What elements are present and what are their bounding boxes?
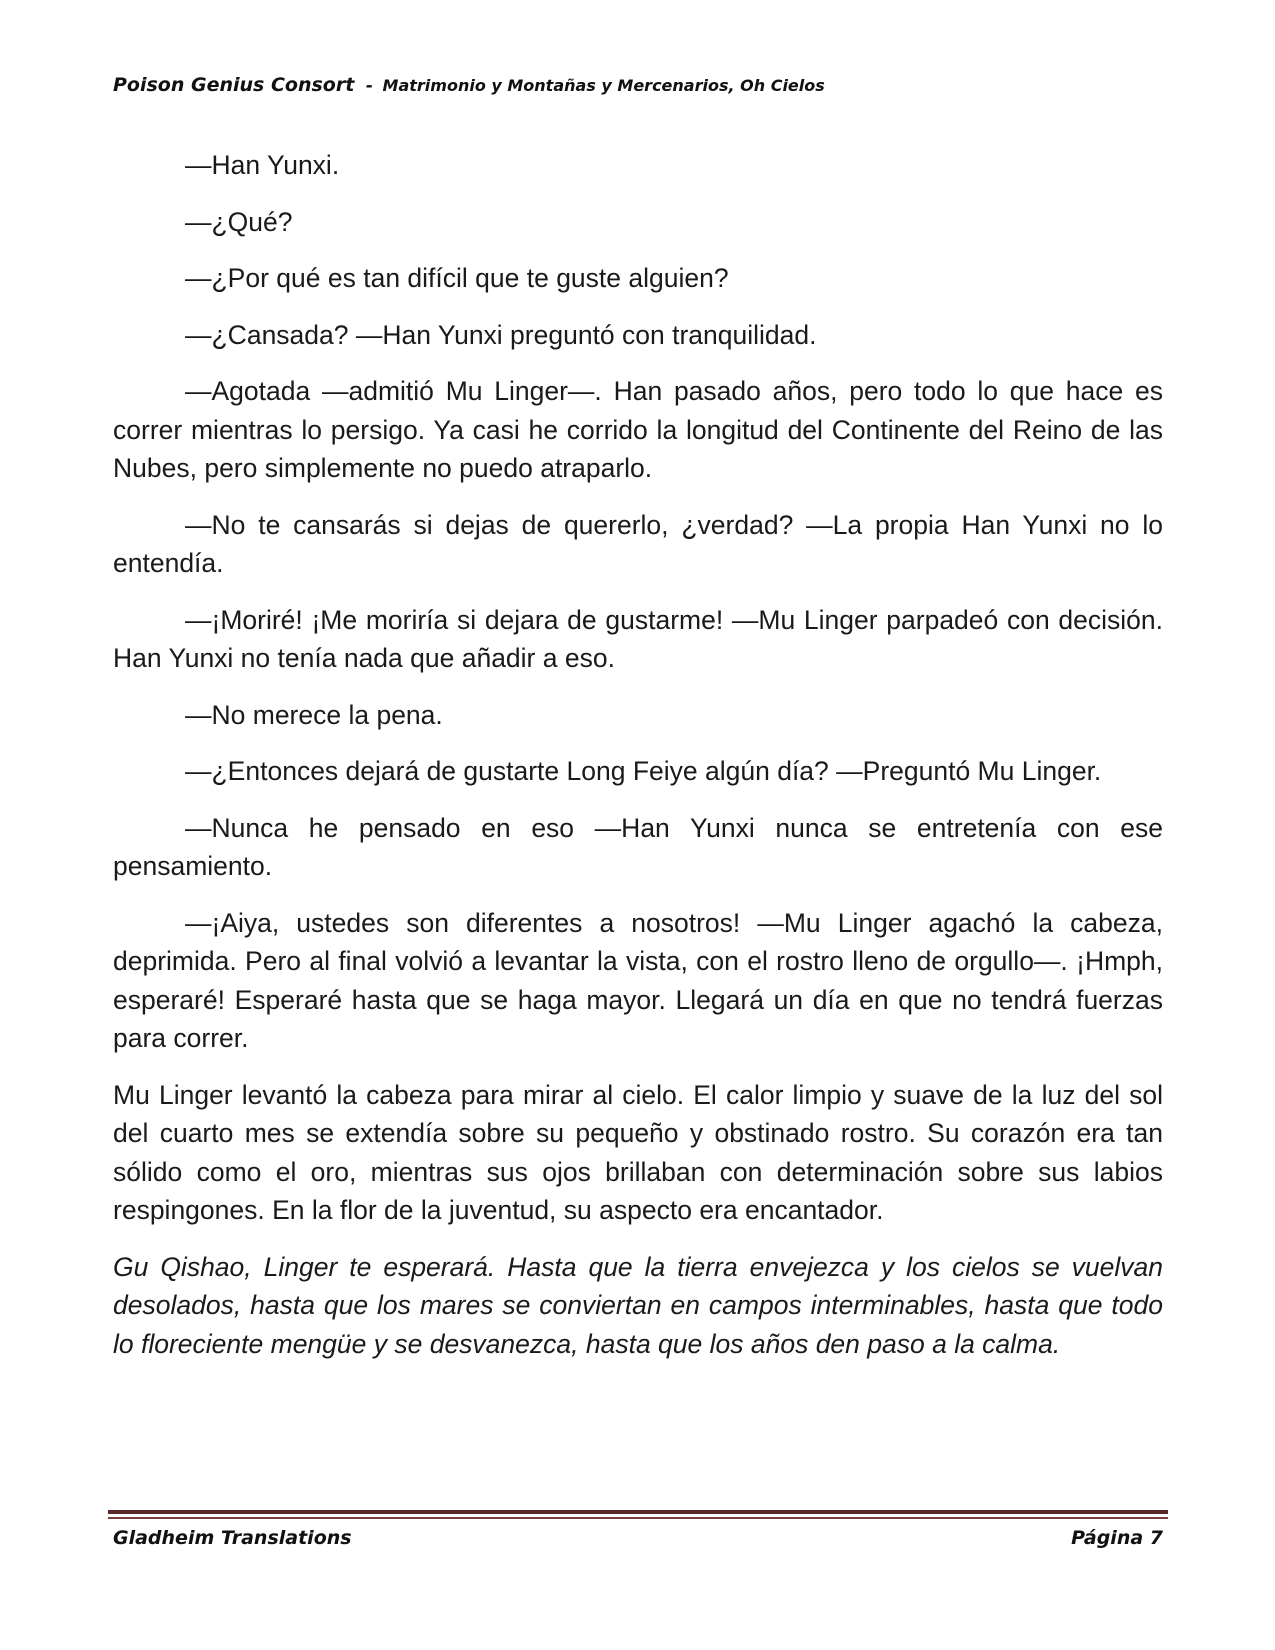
paragraph: —Agotada —admitió Mu Linger—. Han pasado años, pero todo lo que hace es correr mientras lo persigo. Ya casi he corrido la longitud del Continente del Reino de las Nubes, pero simplemente no puedo atraparlo.: [113, 376, 1163, 483]
publisher-name: Gladheim Translations: [113, 1527, 352, 1549]
body-text: [113, 146, 1163, 1381]
footer-rule: [108, 1510, 1168, 1520]
chapter-title: Matrimonio y Montañas y Mercenarios, Oh Cielos: [382, 76, 825, 95]
paragraph: —No te cansarás si dejas de quererlo, ¿verdad? —La propia Han Yunxi no lo entendía.: [113, 509, 1163, 578]
paragraph: —¿Cansada? —Han Yunxi preguntó con tranquilidad.: [185, 319, 817, 350]
page-number: Página 7: [1071, 1527, 1163, 1549]
paragraph: —¡Aiya, ustedes son diferentes a nosotros! —Mu Linger agachó la cabeza, deprimida. Pero al final volvió a levantar la vista, con el rostro lleno de orgullo—. ¡Hmph, esperaré! Esperaré hasta que se haga mayor. Llegará un día en que no tendrá fuerzas para correr.: [113, 907, 1163, 1053]
paragraph: —Nunca he pensado en eso —Han Yunxi nunca se entretenía con ese pensamiento.: [113, 812, 1163, 881]
paragraph: —¿Por qué es tan difícil que te guste alguien?: [185, 263, 729, 293]
header-separator: -: [365, 76, 373, 96]
paragraph: —¡Moriré! ¡Me moriría si dejara de gustarme! —Mu Linger parpadeó con decisión. Han Yunxi no tenía nada que añadir a eso.: [113, 604, 1163, 673]
paragraph: —No merece la pena.: [185, 699, 443, 730]
footer-rule-thin: [108, 1517, 1168, 1519]
paragraph: —Han Yunxi.: [185, 150, 340, 180]
footer-rule-thick: [108, 1510, 1168, 1514]
page-header: [113, 74, 825, 96]
paragraph: —¿Qué?: [185, 206, 293, 237]
italic-thought-paragraph: Gu Qishao, Linger te esperará. Hasta que la tierra envejezca y los cielos se vuelvan desolados, hasta que los mares se conviertan en campos interminables, hasta que todo lo floreciente mengüe y se desvanezca, hasta que los años den paso a la calma.: [113, 1251, 1163, 1359]
page-footer: [113, 1527, 1163, 1549]
book-title: Poison Genius Consort: [113, 74, 355, 96]
paragraph: —¿Entonces dejará de gustarte Long Feiye algún día? —Preguntó Mu Linger.: [185, 756, 1102, 786]
narration-paragraph: Mu Linger levantó la cabeza para mirar al cielo. El calor limpio y suave de la luz del sol del cuarto mes se extendía sobre su pequeño y obstinado rostro. Su corazón era tan sólido como el oro, mientras sus ojos brillaban con determinación sobre sus labios respingones. En la flor de la juventud, su aspecto era encantador.: [113, 1079, 1163, 1225]
